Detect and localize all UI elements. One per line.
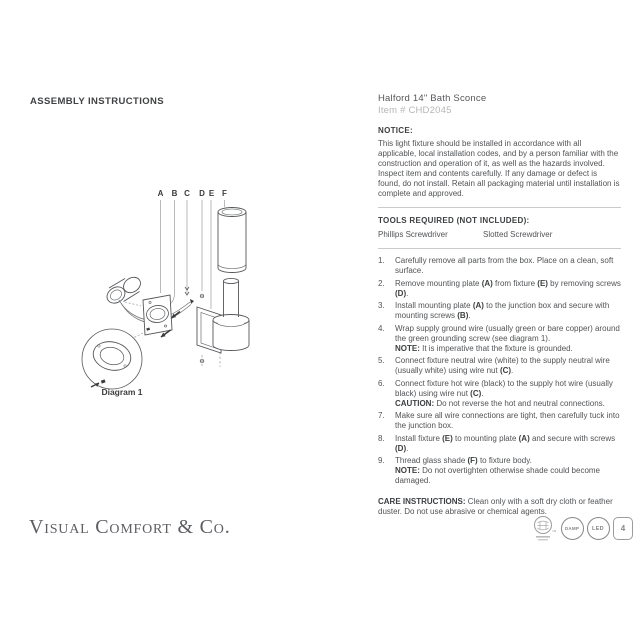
diagram-caption: Diagram 1: [101, 387, 143, 397]
fixture-stem: [224, 278, 239, 317]
step-number: 8.: [378, 433, 385, 443]
part-label-e: E: [208, 189, 215, 198]
steps-list: [378, 256, 621, 486]
step-item: [378, 434, 621, 454]
care-body: Clean only with a soft dry cloth or feather duster. Do not use abrasive or chemical agents.: [378, 497, 613, 516]
visual-comfort-logo: Visual Comfort & Co.: [29, 516, 231, 538]
step-item: [378, 301, 621, 321]
page-number-badge: 4: [613, 517, 633, 540]
step-number: 2.: [378, 278, 385, 288]
product-name: Halford 14" Bath Sconce: [378, 93, 487, 104]
step-text: Make sure all wire connections are tight, then carefully tuck into the junction box.: [395, 411, 620, 430]
step-item: [378, 356, 621, 376]
glass-shade: [218, 208, 246, 273]
tool-phillips: Phillips Screwdriver: [378, 230, 448, 239]
junction-box: [104, 274, 143, 306]
exploded-view-diagram: [55, 183, 285, 403]
part-label-d: D: [199, 189, 205, 198]
notice-heading: NOTICE:: [378, 126, 413, 135]
svg-text:us: us: [552, 529, 557, 533]
assembly-instructions-title: ASSEMBLY INSTRUCTIONS: [30, 96, 165, 107]
step-text: Install mounting plate (A) to the junction box and secure with mounting screws (B).: [395, 301, 610, 320]
tools-heading: TOOLS REQUIRED (NOT INCLUDED):: [378, 216, 530, 225]
step-item: [378, 256, 621, 276]
etl-listed-mark-icon: [531, 515, 557, 542]
wire-nut: [190, 299, 194, 304]
led-badge: LED: [587, 517, 610, 540]
step-item: [378, 411, 621, 431]
part-label-c: C: [184, 189, 190, 198]
tool-slotted: Slotted Screwdriver: [483, 230, 553, 239]
step-number: 3.: [378, 301, 385, 310]
damp-rated-badge: DAMP: [561, 517, 584, 540]
fixture-cup: [213, 315, 249, 351]
item-number: Item # CHD2045: [378, 105, 452, 116]
step-item: [378, 324, 621, 354]
sconce-exploded-diagram-drawing: [55, 183, 285, 403]
step-number: 6.: [378, 378, 385, 388]
diagram1-detail-circle: [82, 329, 142, 389]
step-number: 7.: [378, 411, 385, 420]
step-text: Thread glass shade (F) to fixture body. NOTE: Do not overtighten otherwise shade could become damaged.: [395, 456, 600, 485]
step-item: [378, 379, 621, 409]
step-number: 4.: [378, 323, 385, 333]
dash-junction-to-plate: [125, 302, 141, 306]
step-number: 9.: [378, 456, 385, 465]
instructions-column: [378, 93, 621, 517]
certification-badges: [531, 515, 633, 542]
step-text: Wrap supply ground wire (usually green or bare copper) around the green grounding screw (see diagram 1). NOTE: It is imperative that the fixture is grounded.: [395, 323, 620, 353]
step-item: [378, 279, 621, 299]
part-labels: [158, 189, 227, 198]
step-text: Carefully remove all parts from the box. Place on a clean, soft surface.: [395, 256, 614, 275]
tools-row: [378, 230, 621, 240]
divider-line: [378, 248, 621, 249]
part-label-a: A: [157, 189, 164, 198]
care-instructions: [378, 497, 621, 517]
divider-line: [378, 207, 621, 208]
step-number: 1.: [378, 256, 385, 265]
part-label-f: F: [222, 189, 227, 198]
notice-body: This light fixture should be installed in accordance with all applicable, local installation codes, and by a person familiar with the construction and operation of it, as well as the hazards involved. Inspect item and contents carefully. If any damage or defect is found, do not install. Retain all packaging material until installation is complete and approved.: [378, 139, 620, 198]
care-heading: CARE INSTRUCTIONS:: [378, 497, 466, 506]
step-number: 5.: [378, 356, 385, 365]
step-text: Install fixture (E) to mounting plate (A) and secure with screws (D).: [395, 433, 616, 453]
step-text: Connect fixture neutral wire (white) to the supply neutral wire (usually white) using wire nut (C).: [395, 356, 610, 375]
leader-line-b: [170, 200, 175, 305]
step-item: [378, 456, 621, 486]
part-label-b: B: [171, 189, 178, 198]
step-text: Connect fixture hot wire (black) to the supply hot wire (usually black) using wire nut (C). CAUTION: Do not reverse the hot and neutral connections.: [395, 378, 613, 408]
step-text: Remove mounting plate (A) from fixture (E) by removing screws (D).: [395, 278, 621, 298]
detail-arrow: [91, 383, 99, 387]
